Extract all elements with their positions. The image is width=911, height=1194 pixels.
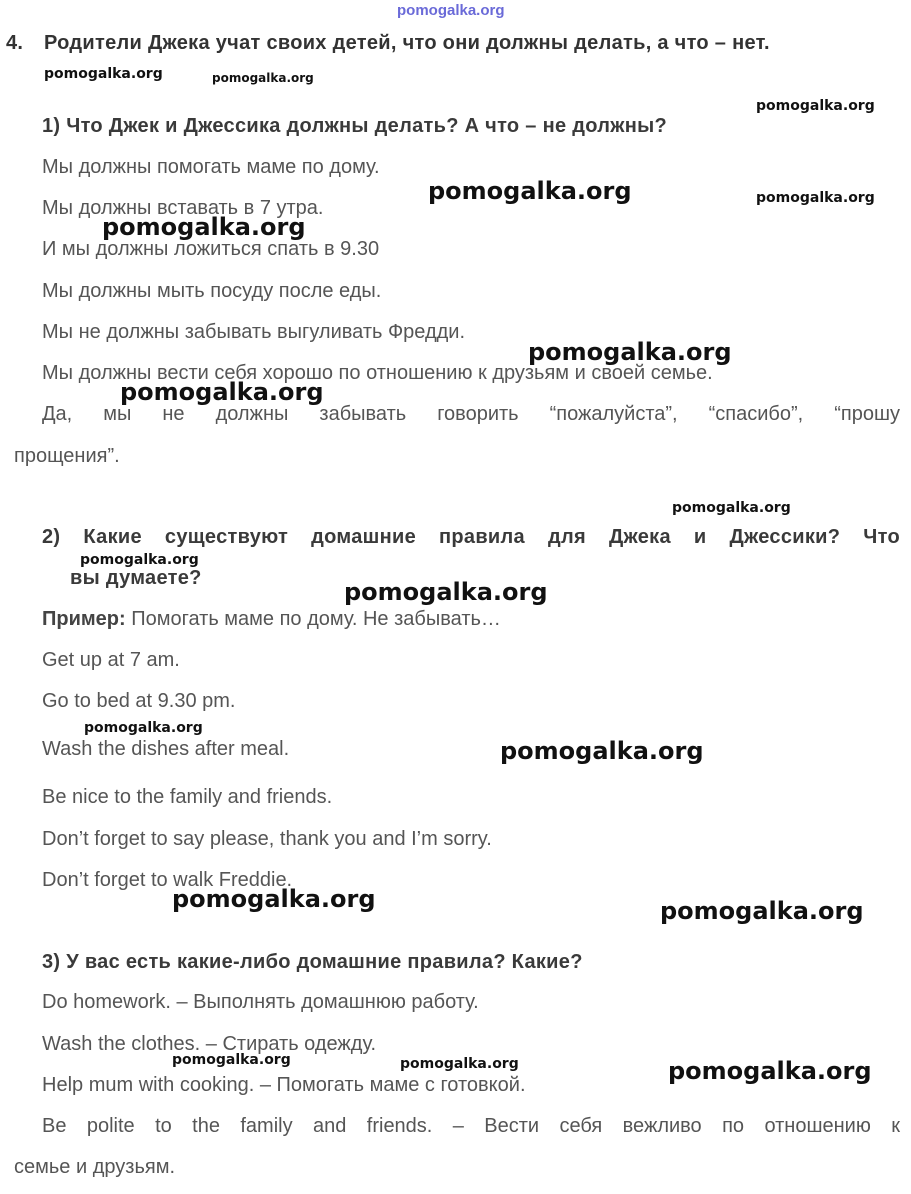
example-label: Пример: xyxy=(42,608,126,630)
watermark: pomogalka.org xyxy=(756,98,875,114)
watermark: pomogalka.org xyxy=(80,552,199,568)
watermark: pomogalka.org xyxy=(172,1052,291,1068)
section2-line-6: Don’t forget to walk Freddie. xyxy=(42,869,293,891)
watermark: pomogalka.org xyxy=(172,885,376,913)
example-text: Помогать маме по дому. Не забывать… xyxy=(125,608,501,630)
watermark: pomogalka.org xyxy=(668,1057,872,1085)
section3-line-4a: Be polite to the family and friends. – Вести себя вежливо по отношению к xyxy=(42,1115,900,1137)
section2-example xyxy=(42,608,501,631)
watermark: pomogalka.org xyxy=(102,213,306,241)
section3-heading: 3) У вас есть какие-либо домашние правила? Какие? xyxy=(42,951,583,973)
section3-line-3: Help mum with cooking. – Помогать маме с готовкой. xyxy=(42,1074,526,1096)
section1-line-1: Мы должны помогать маме по дому. xyxy=(42,156,380,178)
watermark: pomogalka.org xyxy=(528,338,732,366)
watermark: pomogalka.org xyxy=(84,720,203,736)
watermark: pomogalka.org xyxy=(428,177,632,205)
watermark-top: pomogalka.org xyxy=(397,2,505,19)
watermark: pomogalka.org xyxy=(672,500,791,516)
watermark: pomogalka.org xyxy=(660,897,864,925)
section1-line-7b: прощения”. xyxy=(14,445,120,467)
section2-heading-a: 2) Какие существуют домашние правила для Джека и Джессики? Что xyxy=(42,526,900,548)
section2-line-2: Go to bed at 9.30 pm. xyxy=(42,690,236,712)
section3-line-1: Do homework. – Выполнять домашнюю работу. xyxy=(42,991,479,1013)
section1-line-6: Мы должны вести себя хорошо по отношению к друзьям и своей семье. xyxy=(42,362,713,384)
watermark: pomogalka.org xyxy=(120,378,324,406)
section3-line-4b: семье и друзьям. xyxy=(14,1156,175,1178)
section2-heading-b: вы думаете? xyxy=(70,567,202,589)
section2-line-4: Be nice to the family and friends. xyxy=(42,786,333,808)
watermark: pomogalka.org xyxy=(500,737,704,765)
section1-line-3: И мы должны ложиться спать в 9.30 xyxy=(42,238,380,260)
section1-line-2: Мы должны вставать в 7 утра. xyxy=(42,197,324,219)
watermark: pomogalka.org xyxy=(756,190,875,206)
task-number: 4. xyxy=(6,32,24,54)
section3-line-2: Wash the clothes. – Стирать одежду. xyxy=(42,1033,377,1055)
section1-line-5: Мы не должны забывать выгуливать Фредди. xyxy=(42,321,466,343)
section1-heading: 1) Что Джек и Джессика должны делать? А что – не должны? xyxy=(42,115,668,137)
section2-line-3: Wash the dishes after meal. xyxy=(42,738,290,760)
section2-line-5: Don’t forget to say please, thank you and I’m sorry. xyxy=(42,828,492,850)
watermark: pomogalka.org xyxy=(344,578,548,606)
section1-line-4: Мы должны мыть посуду после еды. xyxy=(42,280,382,302)
section2-line-1: Get up at 7 am. xyxy=(42,649,180,671)
watermark: pomogalka.org xyxy=(212,71,314,85)
section1-line-7a: Да, мы не должны забывать говорить “пожалуйста”, “спасибо”, “прошу xyxy=(42,403,900,425)
watermark: pomogalka.org xyxy=(44,66,163,82)
task-title: Родители Джека учат своих детей, что они должны делать, а что – нет. xyxy=(44,32,770,54)
watermark: pomogalka.org xyxy=(400,1056,519,1072)
